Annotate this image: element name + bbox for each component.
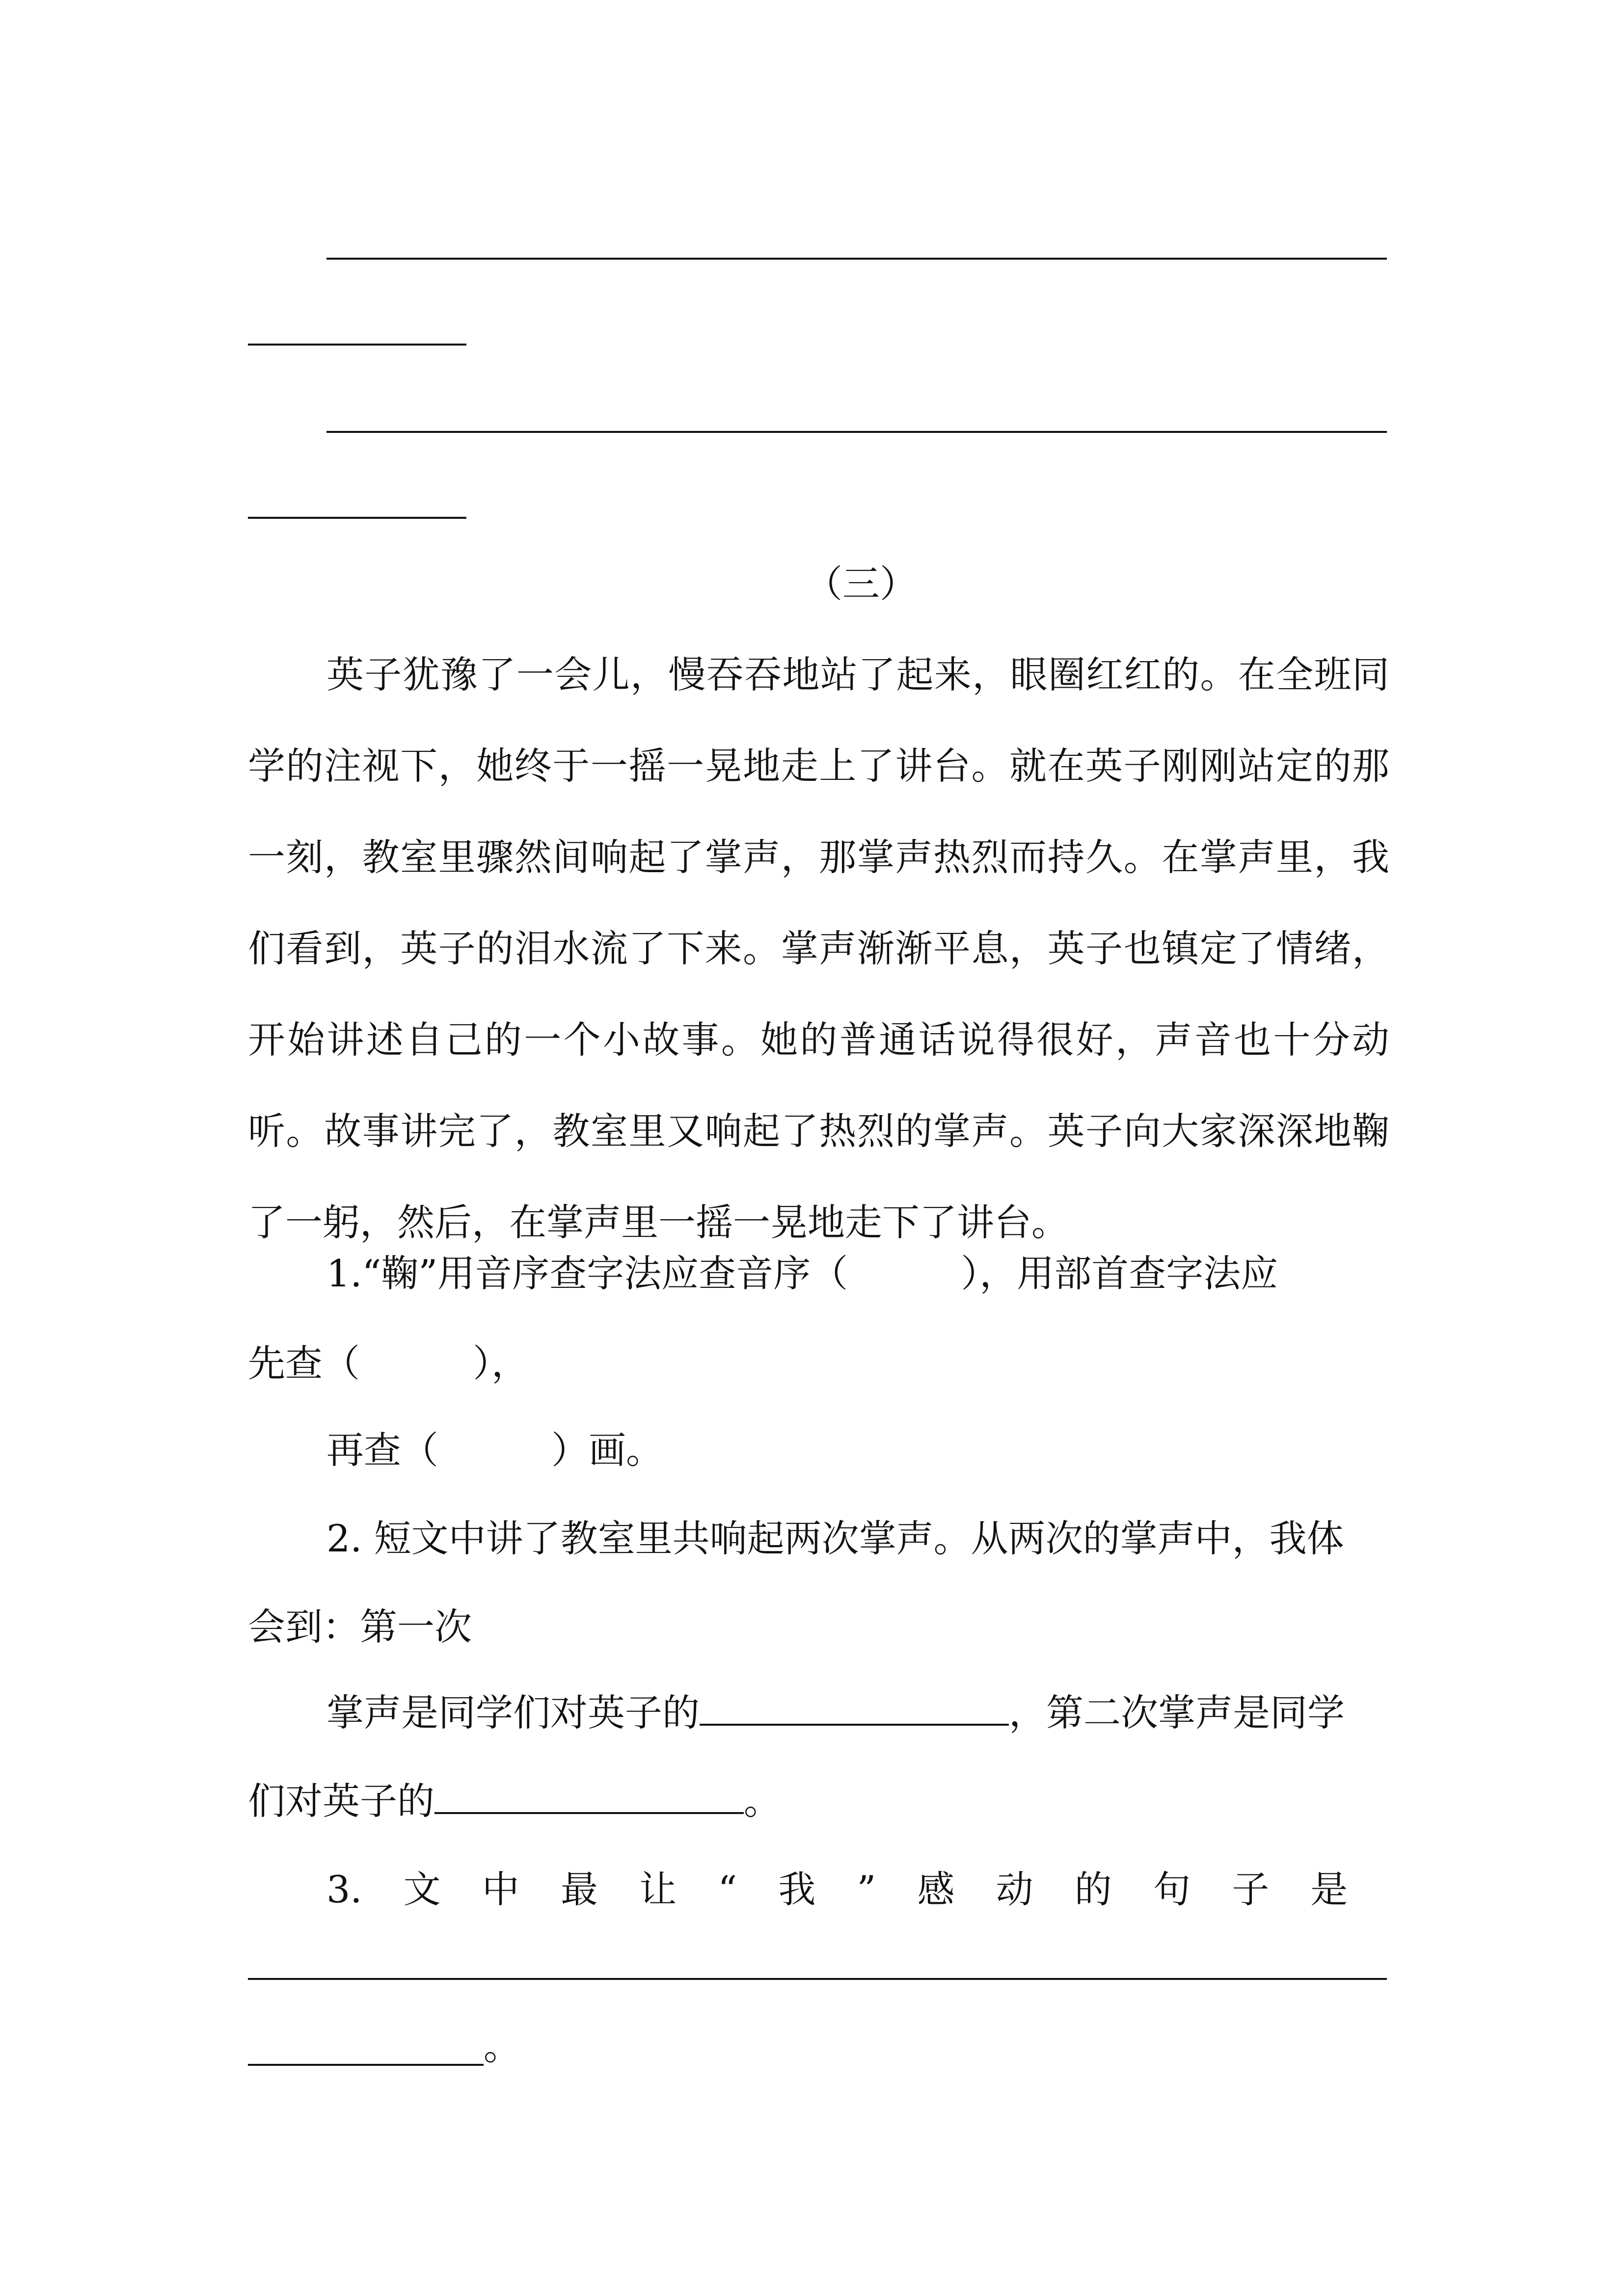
q1-text-d: ）， [473, 1341, 529, 1385]
answer-line [248, 517, 466, 519]
q2-text-c: 们对英子的 [248, 1779, 434, 1823]
q2-blank-1[interactable] [700, 1689, 1009, 1726]
q3-end-mark: 。 [484, 2025, 521, 2068]
q2-text-d: 。 [744, 1779, 781, 1823]
q3-answer-line-2[interactable] [248, 2064, 484, 2066]
q3-answer-line-1[interactable] [248, 1978, 1387, 1980]
question-2-line-3 [326, 1688, 1345, 1737]
q1-text-e: 再查（ [326, 1428, 438, 1472]
q1-text-c: 先查（ [248, 1341, 360, 1385]
q2-text-b: ，第二次掌声是同学 [1009, 1691, 1345, 1735]
question-2-line-2: 会到：第一次 [248, 1605, 472, 1649]
question-1-line-2 [248, 1339, 529, 1388]
q2-text-a: 掌声是同学们对英子的 [326, 1691, 700, 1735]
answer-line [326, 431, 1387, 433]
question-2-line-4 [248, 1777, 781, 1826]
answer-line [248, 344, 466, 346]
passage-paragraph: 英子犹豫了一会儿，慢吞吞地站了起来，眼圈红红的。在全班同学的注视下，她终于一摇一晃地走上了讲台。就在英子刚刚站定的那一刻，教室里骤然间响起了掌声，那掌声热烈而持久。在掌声里，我们看到，英子的泪水流了下来。掌声渐渐平息，英子也镇定了情绪，开始讲述自己的一个小故事。她的普通话说得很好，声音也十分动听。故事讲完了，教室里又响起了热烈的掌声。英子向大家深深地鞠了一躬，然后，在掌声里一摇一晃地走下了讲台。 [248, 653, 1389, 1244]
question-2-line-1: 2. 短文中讲了教室里共响起两次掌声。从两次的掌声中，我体 [326, 1517, 1344, 1560]
question-3-line-1: 3. 文 中 最 让 “ 我 ” 感 动 的 句 子 是 [326, 1868, 1348, 1911]
q2-blank-2[interactable] [434, 1778, 744, 1814]
question-1-line-3 [326, 1426, 663, 1475]
answer-line [326, 258, 1387, 260]
question-1-line-1 [326, 1249, 1278, 1298]
q1-text-f: ）画。 [551, 1428, 663, 1472]
q1-text-a: 1.“鞠”用音序查字法应查音序（ [326, 1252, 848, 1295]
section-title: （三） [805, 562, 917, 606]
q1-text-b: ），用部首查字法应 [961, 1252, 1278, 1295]
